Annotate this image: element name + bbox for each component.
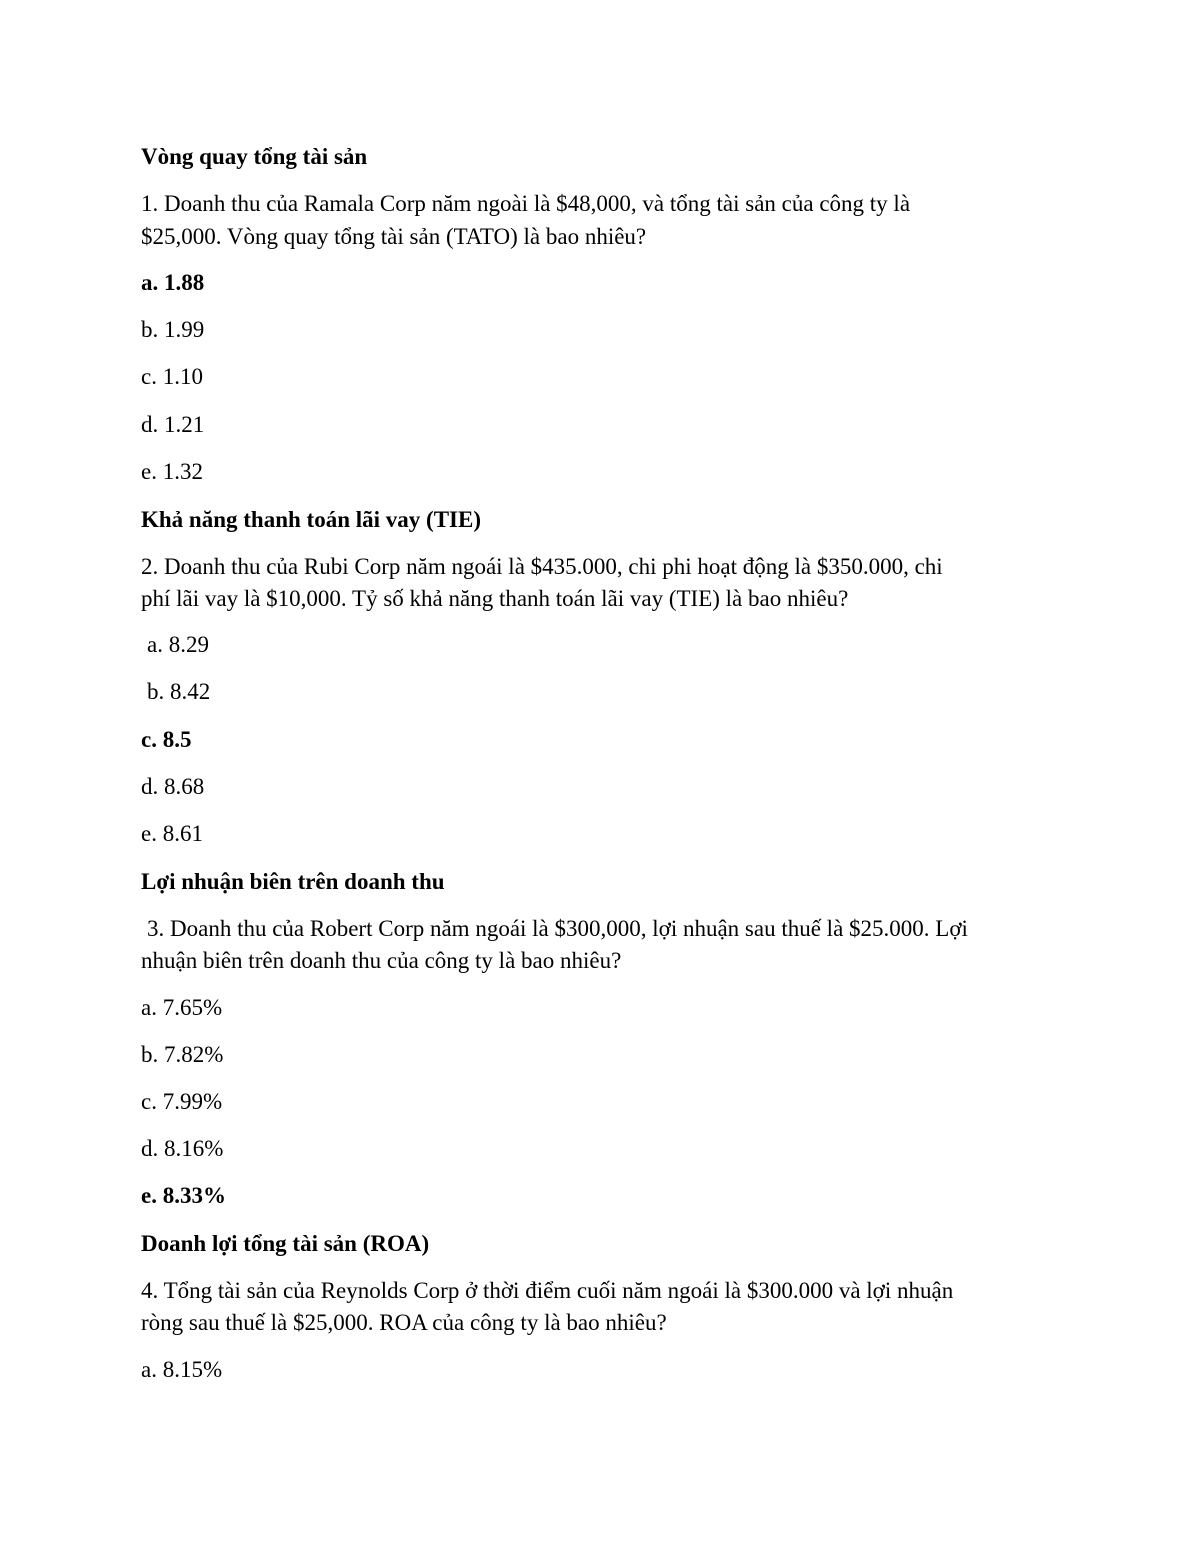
answer-option: c. 7.99%: [141, 1089, 223, 1114]
question-text: ròng sau thuế là $25,000. ROA của công ty là bao nhiêu?: [141, 1310, 667, 1335]
answer-option: b. 8.42: [147, 679, 211, 704]
question-text: 1. Doanh thu của Ramala Corp năm ngoài là $48,000, và tổng tài sản của công ty là: [141, 191, 911, 216]
question-text: 4. Tổng tài sản của Reynolds Corp ở thời điểm cuối năm ngoái là $300.000 và lợi nhuận: [141, 1278, 954, 1303]
section-heading: Khả năng thanh toán lãi vay (TIE): [141, 507, 481, 532]
answer-option: d. 8.68: [141, 774, 205, 799]
question-text: phí lãi vay là $10,000. Tỷ số khả năng thanh toán lãi vay (TIE) là bao nhiêu?: [141, 586, 849, 611]
answer-option-correct: c. 8.5: [141, 727, 192, 752]
section-heading: Doanh lợi tổng tài sản (ROA): [141, 1231, 430, 1256]
answer-option-correct: e. 8.33%: [141, 1183, 226, 1208]
section-heading: Vòng quay tổng tài sản: [141, 144, 368, 169]
question-text: 3. Doanh thu của Robert Corp năm ngoái là $300,000, lợi nhuận sau thuế là $25.000. Lợi: [147, 916, 968, 941]
answer-option: b. 7.82%: [141, 1042, 224, 1067]
question-text: nhuận biên trên doanh thu của công ty là bao nhiêu?: [141, 948, 622, 973]
answer-option: e. 8.61: [141, 821, 203, 846]
answer-option: c. 1.10: [141, 364, 203, 389]
answer-option: a. 7.65%: [141, 995, 223, 1020]
section-heading: Lợi nhuận biên trên doanh thu: [141, 869, 445, 894]
answer-option: b. 1.99: [141, 317, 205, 342]
answer-option-correct: a. 1.88: [141, 270, 205, 295]
answer-option: e. 1.32: [141, 459, 203, 484]
answer-option: a. 8.29: [147, 632, 209, 657]
answer-option: d. 8.16%: [141, 1136, 224, 1161]
answer-option: d. 1.21: [141, 412, 205, 437]
question-text: $25,000. Vòng quay tổng tài sản (TATO) là bao nhiêu?: [141, 224, 647, 249]
question-text: 2. Doanh thu của Rubi Corp năm ngoái là $435.000, chi phi hoạt động là $350.000, chi: [141, 554, 943, 579]
answer-option: a. 8.15%: [141, 1357, 223, 1382]
